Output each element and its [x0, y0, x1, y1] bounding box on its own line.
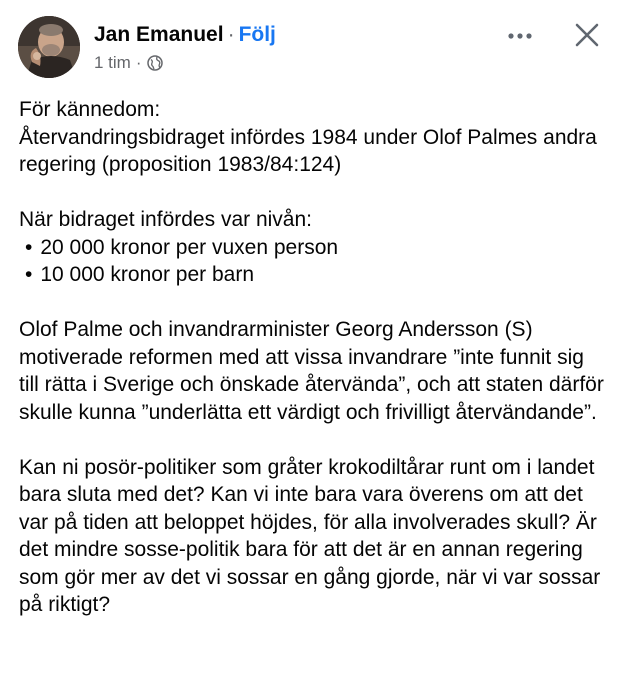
- name-separator: ·: [227, 23, 235, 46]
- author-line: [94, 22, 276, 48]
- levels-heading: När bidraget infördes var nivån:: [19, 208, 312, 231]
- author-name[interactable]: Jan Emanuel: [94, 23, 224, 46]
- more-horizontal-icon: [507, 32, 533, 40]
- paragraph-spacer: [19, 289, 609, 317]
- meta-separator: ·: [135, 53, 142, 72]
- globe-icon[interactable]: [147, 55, 163, 71]
- follow-button[interactable]: Följ: [238, 23, 276, 46]
- more-options-button[interactable]: [502, 22, 538, 50]
- close-button[interactable]: [570, 18, 604, 52]
- author-block: [94, 22, 276, 74]
- avatar[interactable]: [18, 16, 80, 78]
- bullet-marker: •: [25, 235, 33, 259]
- levels-list: [19, 234, 609, 289]
- close-icon: [574, 22, 600, 48]
- list-item-text: 20 000 kronor per vuxen person: [40, 235, 339, 259]
- palme-paragraph: Olof Palme och invandrarminister Georg Andersson (S) motiverade reformen med att vissa invandrare ”inte funnit sig till rätta i Sverige och önskade återvända”, och att staten därför skulle kunna ”underlätta ett värdigt och frivilligt återvändande”.: [19, 318, 604, 424]
- post-header: [18, 16, 603, 80]
- intro-text: Återvandringsbidraget infördes 1984 under Olof Palmes andra regering (proposition 1983/84:124): [19, 125, 597, 176]
- post-meta: [94, 52, 276, 74]
- bullet-marker: •: [25, 263, 33, 286]
- paragraph-spacer: [19, 426, 609, 454]
- list-item: [19, 261, 609, 289]
- list-item-text: 10 000 kronor per barn: [40, 263, 254, 286]
- appeal-paragraph: Kan ni posör-politiker som gråter krokodiltårar runt om i landet bara sluta med det? Kan vi inte bara vara överens om att det var på tiden att beloppet höjdes, för alla involverades skull? Är det mindre sosse-politik bara för att det är en annan regering som gör mer av det vi sossar en gång gjorde, när vi var sossar på riktigt?: [19, 455, 601, 616]
- intro-line: För kännedom:: [19, 98, 161, 121]
- avatar-photo: [18, 16, 80, 78]
- list-item: [19, 234, 609, 262]
- post-timestamp[interactable]: 1 tim: [94, 53, 131, 72]
- post-body: [19, 96, 609, 619]
- paragraph-spacer: [19, 179, 609, 207]
